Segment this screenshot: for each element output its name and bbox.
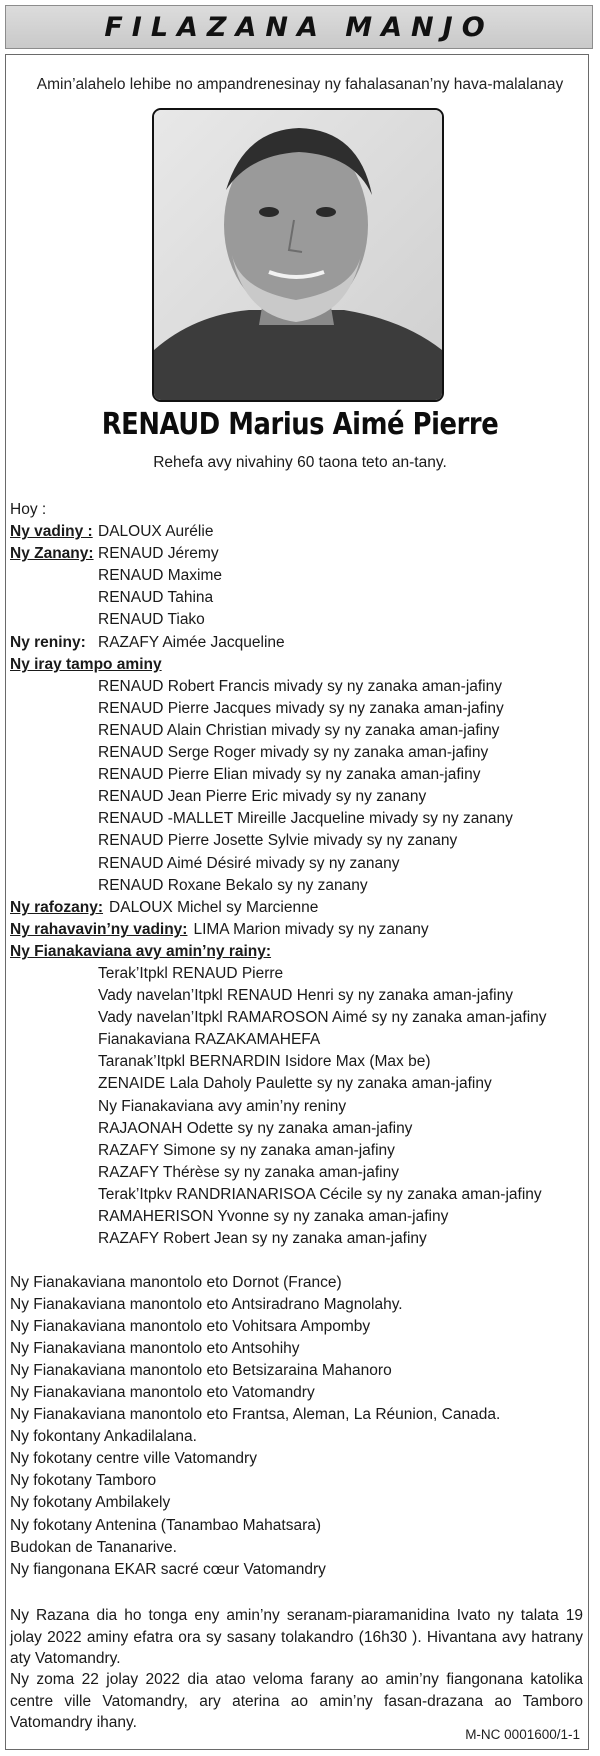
- community-entry: Ny Fianakaviana manontolo eto Vatomandry: [10, 1384, 315, 1402]
- age-note: Rehefa avy nivahiny 60 taona teto an-tany.: [153, 454, 447, 471]
- relative-entry: RAZAFY Robert Jean sy ny zanaka aman-jafiny: [98, 1230, 427, 1248]
- relative-entry: RAMAHERISON Yvonne sy ny zanaka aman-jafiny: [98, 1208, 449, 1225]
- sibling-entry: RENAUD Serge Roger mivady sy ny zanaka aman-jafiny: [98, 744, 489, 762]
- community-entry: Ny fokotany centre ville Vatomandry: [10, 1450, 257, 1468]
- header-title: FILAZANA MANJO: [104, 11, 494, 43]
- reference-code: M-NC 0001600/1-1: [465, 1727, 580, 1742]
- vadiny-label: Ny vadiny :: [10, 523, 93, 541]
- deceased-portrait-photo: [154, 110, 442, 400]
- arrival-paragraph: Ny Razana dia ho tonga eny amin’ny seranam-piaramanidina Ivato ny talata 19 jolay 2022 aminy efatra ora sy sasany tolakandro (16h30 ). Hivantana avy hatrany aty Vatomandry.: [10, 1607, 583, 1667]
- relative-entry: Ny Fianakaviana avy amin’ny reniny: [98, 1097, 347, 1115]
- sibling-entry: RENAUD Aimé Désiré mivady sy ny zanany: [98, 854, 400, 872]
- relative-entry: Fianakaviana RAZAKAMAHEFA: [98, 1031, 321, 1049]
- child-name: RENAUD Tiako: [98, 611, 205, 629]
- intro-text: Amin’alahelo lehibe no ampandrenesinay ny fahalasanan’ny hava-malalanay: [36, 76, 564, 93]
- child-name: RENAUD Maxime: [98, 567, 223, 585]
- sibling-entry: RENAUD Alain Christian mivady sy ny zanaka aman-jafiny: [98, 721, 500, 739]
- sibling-entry: RENAUD Pierre Josette Sylvie mivady sy ny zanany: [98, 832, 458, 850]
- child-name: RENAUD Tahina: [98, 589, 214, 607]
- community-entry: Ny fokotany Ambilakely: [10, 1494, 171, 1512]
- vadiny-name: DALOUX Aurélie: [98, 523, 214, 541]
- relative-entry: RAJAONAH Odette sy ny zanaka aman-jafiny: [98, 1119, 413, 1137]
- community-entry: Ny Fianakaviana manontolo eto Betsizaraina Mahanoro: [10, 1362, 392, 1380]
- community-entry: Ny Fianakaviana manontolo eto Dornot (France): [10, 1274, 342, 1291]
- community-entry: Ny fokotany Tamboro: [10, 1472, 157, 1490]
- sibling-entry: RENAUD -MALLET Mireille Jacqueline mivady sy ny zanany: [98, 810, 513, 828]
- community-entry: Ny fokotany Antenina (Tanambao Mahatsara): [10, 1516, 322, 1534]
- funeral-paragraph: Ny zoma 22 jolay 2022 dia atao veloma farany ao amin’ny fiangonana katolika centre ville Vatomandry, ary aterina ao amin’ny fasan-drazana ao Tamboro Vatomandry ihany.: [10, 1671, 583, 1731]
- zanany-label: Ny Zanany:: [10, 545, 94, 563]
- community-entry: Budokan de Tananarive.: [10, 1538, 177, 1556]
- hoy-label: Hoy :: [10, 501, 47, 518]
- relative-entry: Vady navelan’Itpkl RENAUD Henri sy ny zanaka aman-jafiny: [98, 987, 513, 1005]
- community-list: [10, 1272, 590, 1581]
- header-bar: [5, 5, 593, 49]
- community-entry: Ny Fianakaviana manontolo eto Vohitsara Ampomby: [10, 1318, 371, 1336]
- family-list: [10, 499, 590, 1250]
- community-entry: Ny fokontany Ankadilalana.: [10, 1428, 197, 1446]
- rafozany-name: DALOUX Michel sy Marcienne: [109, 898, 319, 916]
- relative-entry: RAZAFY Thérèse sy ny zanaka aman-jafiny: [98, 1163, 399, 1181]
- rahavavin-name: LIMA Marion mivady sy ny zanany: [193, 920, 429, 938]
- child-name: RENAUD Jéremy: [98, 545, 219, 563]
- community-entry: Ny Fianakaviana manontolo eto Frantsa, Aleman, La Réunion, Canada.: [10, 1406, 501, 1424]
- relative-entry: Vady navelan’Itpkl RAMAROSON Aimé sy ny zanaka aman-jafiny: [98, 1009, 547, 1027]
- sibling-entry: RENAUD Pierre Jacques mivady sy ny zanaka aman-jafiny: [98, 699, 504, 717]
- sibling-entry: RENAUD Jean Pierre Eric mivady sy ny zanany: [98, 788, 427, 806]
- fianakaviana-label: Ny Fianakaviana avy amin’ny rainy:: [10, 942, 272, 960]
- rafozany-label: Ny rafozany:: [10, 898, 104, 916]
- community-entry: Ny fiangonana EKAR sacré cœur Vatomandry: [10, 1560, 326, 1578]
- sibling-entry: RENAUD Roxane Bekalo sy ny zanany: [98, 876, 368, 894]
- community-entry: Ny Fianakaviana manontolo eto Antsiradrano Magnolahy.: [10, 1296, 403, 1314]
- relative-entry: ZENAIDE Lala Daholy Paulette sy ny zanaka aman-jafiny: [98, 1075, 492, 1093]
- relative-entry: Taranak’Itpkl BERNARDIN Isidore Max (Max be): [98, 1053, 431, 1071]
- relative-entry: Terak’Itpkl RENAUD Pierre: [98, 964, 284, 982]
- community-entry: Ny Fianakaviana manontolo eto Antsohihy: [10, 1340, 300, 1358]
- sibling-entry: RENAUD Pierre Elian mivady sy ny zanaka aman-jafiny: [98, 766, 481, 784]
- iray-tampo-label: Ny iray tampo aminy: [10, 655, 162, 673]
- reniny-label: Ny reniny:: [10, 633, 86, 651]
- relative-entry: RAZAFY Simone sy ny zanaka aman-jafiny: [98, 1141, 395, 1159]
- relative-entry: Terak’Itpkv RANDRIANARISOA Cécile sy ny zanaka aman-jafiny: [98, 1185, 542, 1203]
- portrait-photo: [152, 108, 444, 402]
- sibling-entry: RENAUD Robert Francis mivady sy ny zanaka aman-jafiny: [98, 677, 502, 695]
- mother-name: RAZAFY Aimée Jacqueline: [98, 633, 285, 651]
- deceased-name: RENAUD Marius Aimé Pierre: [101, 407, 499, 442]
- rahavavin-label: Ny rahavavin’ny vadiny:: [10, 920, 188, 938]
